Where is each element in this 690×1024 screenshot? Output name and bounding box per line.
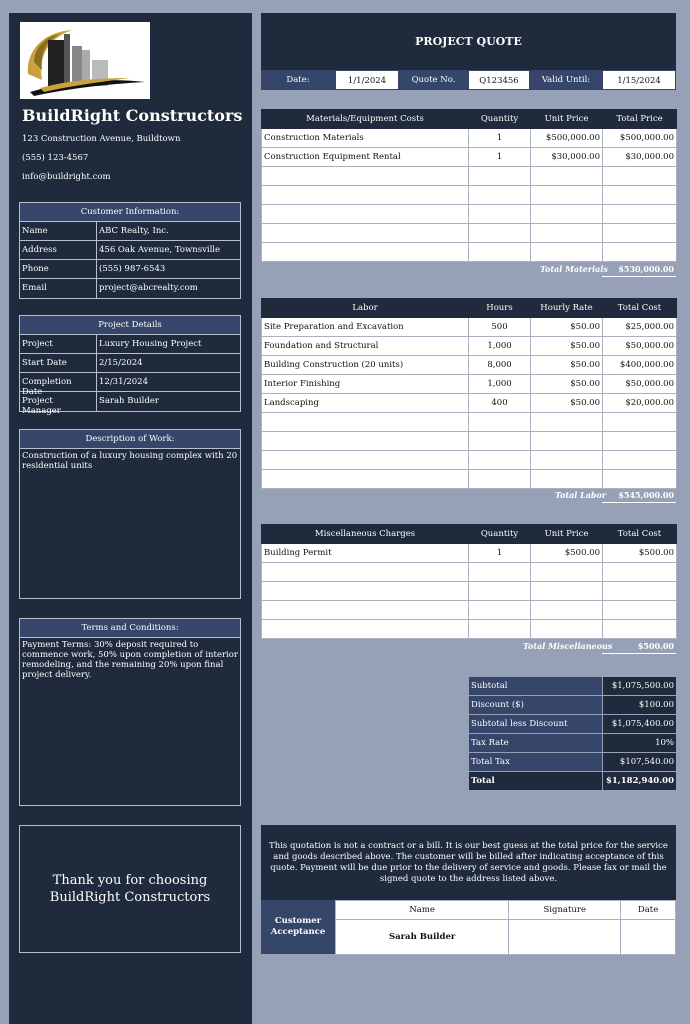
column-header: Unit Price: [531, 110, 603, 129]
table-cell[interactable]: [603, 432, 677, 451]
table-cell[interactable]: [262, 224, 469, 243]
table-cell[interactable]: $50.00: [531, 318, 603, 337]
summary-row: [469, 734, 677, 753]
field-value: 2/15/2024: [99, 358, 143, 368]
table-cell[interactable]: 1: [469, 148, 531, 167]
table-cell[interactable]: [531, 470, 603, 489]
field-value: ABC Realty, Inc.: [99, 226, 169, 236]
company-logo: [20, 22, 150, 99]
table-cell[interactable]: $50.00: [531, 337, 603, 356]
table-row: [262, 167, 677, 186]
summary-row: [469, 677, 677, 696]
table-cell[interactable]: 1,000: [469, 337, 531, 356]
table-cell[interactable]: [531, 243, 603, 262]
table-cell[interactable]: [603, 224, 677, 243]
description-header: Description of Work:: [20, 430, 240, 449]
table-cell[interactable]: Landscaping: [262, 394, 469, 413]
summary-label: Subtotal less Discount: [469, 715, 603, 734]
table-cell[interactable]: [531, 167, 603, 186]
project-details-header: Project Details: [20, 316, 240, 335]
table-cell[interactable]: [531, 186, 603, 205]
description-box: [19, 429, 241, 599]
table-cell[interactable]: Building Construction (20 units): [262, 356, 469, 375]
table-cell[interactable]: [469, 582, 531, 601]
table-cell[interactable]: [262, 451, 469, 470]
summary-row: [469, 753, 677, 772]
table-cell[interactable]: $30,000.00: [531, 148, 603, 167]
total-materials-value: $530,000.00: [602, 264, 676, 277]
table-cell[interactable]: $20,000.00: [603, 394, 677, 413]
summary-value: $1,075,500.00: [603, 677, 677, 696]
table-cell[interactable]: [262, 470, 469, 489]
table-cell[interactable]: $400,000.00: [603, 356, 677, 375]
table-cell[interactable]: $50.00: [531, 375, 603, 394]
table-cell[interactable]: $50,000.00: [603, 375, 677, 394]
table-cell[interactable]: Interior Finishing: [262, 375, 469, 394]
table-cell[interactable]: [262, 186, 469, 205]
table-row: [262, 544, 677, 563]
terms-header: Terms and Conditions:: [20, 619, 240, 638]
table-cell[interactable]: 8,000: [469, 356, 531, 375]
field-value: 456 Oak Avenue, Townsville: [99, 245, 221, 255]
materials-table: [261, 109, 677, 262]
acceptance-date[interactable]: [621, 920, 676, 955]
table-cell[interactable]: 500: [469, 318, 531, 337]
summary-value: $107,540.00: [603, 753, 677, 772]
table-row: [262, 563, 677, 582]
table-cell[interactable]: [603, 563, 677, 582]
company-name: BuildRight Constructors: [22, 106, 243, 125]
table-row: [262, 413, 677, 432]
table-cell[interactable]: 1,000: [469, 375, 531, 394]
column-header: Labor: [262, 299, 469, 318]
table-cell[interactable]: [469, 563, 531, 582]
table-cell[interactable]: $50.00: [531, 356, 603, 375]
column-header: Quantity: [469, 110, 531, 129]
customer-row: [20, 222, 240, 241]
table-cell[interactable]: Foundation and Structural: [262, 337, 469, 356]
table-cell[interactable]: [603, 205, 677, 224]
quote-number[interactable]: Q123456: [468, 70, 530, 90]
summary-table: [468, 676, 677, 791]
total-labor-value: $545,000.00: [602, 490, 676, 503]
table-cell[interactable]: [603, 620, 677, 639]
table-cell[interactable]: [531, 205, 603, 224]
field-label: Start Date: [20, 354, 97, 372]
table-row: [262, 318, 677, 337]
table-cell[interactable]: [469, 205, 531, 224]
field-label: Completion Date: [20, 373, 97, 391]
summary-row: [469, 772, 677, 791]
description-text: Construction of a luxury housing complex with 20 residential units: [22, 451, 238, 471]
field-label: Name: [20, 222, 97, 240]
table-cell[interactable]: [469, 243, 531, 262]
acceptance-name[interactable]: Sarah Builder: [336, 920, 509, 955]
table-row: [262, 224, 677, 243]
table-cell[interactable]: [262, 205, 469, 224]
acceptance-table: [335, 900, 676, 955]
table-row: [262, 337, 677, 356]
table-row: [262, 601, 677, 620]
field-value: project@abcrealty.com: [99, 283, 198, 293]
table-cell[interactable]: $500,000.00: [531, 129, 603, 148]
project-row: [20, 354, 240, 373]
table-cell[interactable]: [531, 432, 603, 451]
table-cell[interactable]: $30,000.00: [603, 148, 677, 167]
summary-row: [469, 696, 677, 715]
table-cell[interactable]: [603, 186, 677, 205]
summary-value: $100.00: [603, 696, 677, 715]
table-row: [262, 620, 677, 639]
customer-acceptance: [261, 900, 676, 954]
table-row: [262, 356, 677, 375]
customer-info-header: Customer Information:: [20, 203, 240, 222]
table-cell[interactable]: [469, 224, 531, 243]
project-row: [20, 373, 240, 397]
total-labor-label: Total Labor: [555, 490, 607, 500]
disclaimer-text: This quotation is not a contract or a bill. It is our best guess at the total price for the service and goods described above. The customer will be billed after indicating acceptance of this quote. Payment will be due prior to the delivery of service and goods. Please fax or mail the signed quote to the address listed above.: [261, 825, 676, 900]
table-cell[interactable]: [603, 582, 677, 601]
total-misc-label: Total Miscellaneous: [523, 641, 613, 651]
table-cell[interactable]: [262, 167, 469, 186]
date-label: Date:: [286, 75, 310, 85]
table-cell[interactable]: [603, 243, 677, 262]
summary-label: Total Tax: [469, 753, 603, 772]
table-cell[interactable]: [469, 186, 531, 205]
field-label: Address: [20, 241, 97, 259]
summary-label: Tax Rate: [469, 734, 603, 753]
table-row: [262, 432, 677, 451]
field-label: Project: [20, 335, 97, 353]
table-row: [262, 375, 677, 394]
table-cell[interactable]: [469, 451, 531, 470]
quote-no-label: Quote No.: [411, 75, 456, 85]
column-header: Total Cost: [603, 299, 677, 318]
acceptance-signature[interactable]: [509, 920, 621, 955]
table-cell[interactable]: 1: [469, 129, 531, 148]
quote-date[interactable]: 1/1/2024: [335, 70, 399, 90]
table-cell[interactable]: [262, 582, 469, 601]
valid-until-date[interactable]: 1/15/2024: [602, 70, 676, 90]
table-cell[interactable]: [262, 432, 469, 451]
company-address: 123 Construction Avenue, Buildtown: [22, 134, 181, 144]
column-header: Hours: [469, 299, 531, 318]
column-header: Unit Price: [531, 525, 603, 544]
table-row: [262, 243, 677, 262]
acceptance-signature-header: Signature: [509, 901, 621, 920]
page-title: PROJECT QUOTE: [261, 13, 676, 70]
table-cell[interactable]: Construction Equipment Rental: [262, 148, 469, 167]
table-cell[interactable]: [603, 451, 677, 470]
field-value: (555) 987-6543: [99, 264, 166, 274]
column-header: Materials/Equipment Costs: [262, 110, 469, 129]
summary-value: $1,182,940.00: [603, 772, 677, 791]
table-cell[interactable]: [531, 413, 603, 432]
terms-text: Payment Terms: 30% deposit required to commence work, 50% upon completion of interior remodeling, and the remaining 20% upon final project delivery.: [22, 640, 238, 680]
column-header: Quantity: [469, 525, 531, 544]
table-cell[interactable]: $50,000.00: [603, 337, 677, 356]
table-cell[interactable]: [531, 582, 603, 601]
summary-label: Subtotal: [469, 677, 603, 696]
table-cell[interactable]: [262, 563, 469, 582]
summary-label: Total: [469, 772, 603, 791]
table-cell[interactable]: [262, 601, 469, 620]
column-header: Total Cost: [603, 525, 677, 544]
customer-row: [20, 260, 240, 279]
table-cell[interactable]: $50.00: [531, 394, 603, 413]
company-email: info@buildright.com: [22, 172, 111, 182]
total-misc-value: $500.00: [602, 641, 676, 654]
table-cell[interactable]: [603, 167, 677, 186]
table-cell[interactable]: [603, 470, 677, 489]
table-row: [262, 582, 677, 601]
table-cell[interactable]: [531, 601, 603, 620]
table-cell[interactable]: Site Preparation and Excavation: [262, 318, 469, 337]
project-row: [20, 335, 240, 354]
summary-value: 10%: [603, 734, 677, 753]
valid-until-label: Valid Until:: [541, 75, 591, 85]
table-cell[interactable]: [469, 413, 531, 432]
table-cell[interactable]: [262, 620, 469, 639]
total-materials-label: Total Materials: [540, 264, 608, 274]
table-cell[interactable]: Construction Materials: [262, 129, 469, 148]
customer-row: [20, 241, 240, 260]
acceptance-label: Customer Acceptance: [261, 900, 335, 954]
table-cell[interactable]: [469, 432, 531, 451]
table-cell[interactable]: Building Permit: [262, 544, 469, 563]
project-row: [20, 392, 240, 416]
table-cell[interactable]: [531, 563, 603, 582]
table-row: [262, 186, 677, 205]
customer-row: [20, 279, 240, 298]
table-cell[interactable]: [603, 413, 677, 432]
table-cell[interactable]: [469, 601, 531, 620]
table-cell[interactable]: $500,000.00: [603, 129, 677, 148]
column-header: Hourly Rate: [531, 299, 603, 318]
labor-table: [261, 298, 677, 489]
table-row: [262, 470, 677, 489]
table-cell[interactable]: [469, 620, 531, 639]
field-label: Project Manager: [20, 392, 97, 411]
table-row: [262, 394, 677, 413]
project-details-box: [19, 315, 241, 416]
table-cell[interactable]: 400: [469, 394, 531, 413]
acceptance-date-header: Date: [621, 901, 676, 920]
table-cell[interactable]: [262, 243, 469, 262]
table-cell[interactable]: [531, 620, 603, 639]
summary-label: Discount ($): [469, 696, 603, 715]
field-value: Luxury Housing Project: [99, 339, 202, 349]
table-cell[interactable]: [469, 167, 531, 186]
summary-row: [469, 715, 677, 734]
misc-charges-table: [261, 524, 677, 639]
summary-value: $1,075,400.00: [603, 715, 677, 734]
customer-info-box: [19, 202, 241, 299]
table-row: [262, 205, 677, 224]
table-cell[interactable]: [262, 413, 469, 432]
company-phone: (555) 123-4567: [22, 153, 89, 163]
field-value: 12/31/2024: [99, 377, 148, 387]
table-cell[interactable]: 1: [469, 544, 531, 563]
column-header: Miscellaneous Charges: [262, 525, 469, 544]
quote-meta-bar: [261, 70, 676, 90]
table-cell[interactable]: $25,000.00: [603, 318, 677, 337]
field-label: Phone: [20, 260, 97, 278]
table-cell[interactable]: [531, 224, 603, 243]
table-cell[interactable]: $500.00: [531, 544, 603, 563]
table-cell[interactable]: [469, 470, 531, 489]
acceptance-name-header: Name: [336, 901, 509, 920]
table-cell[interactable]: [531, 451, 603, 470]
thank-you-message: Thank you for choosing BuildRight Constructors: [19, 825, 241, 953]
field-label: Email: [20, 279, 97, 298]
column-header: Total Price: [603, 110, 677, 129]
table-cell[interactable]: $500.00: [603, 544, 677, 563]
table-row: [262, 451, 677, 470]
terms-box: [19, 618, 241, 806]
field-value: Sarah Builder: [99, 396, 159, 406]
table-row: [262, 148, 677, 167]
table-cell[interactable]: [603, 601, 677, 620]
table-row: [262, 129, 677, 148]
